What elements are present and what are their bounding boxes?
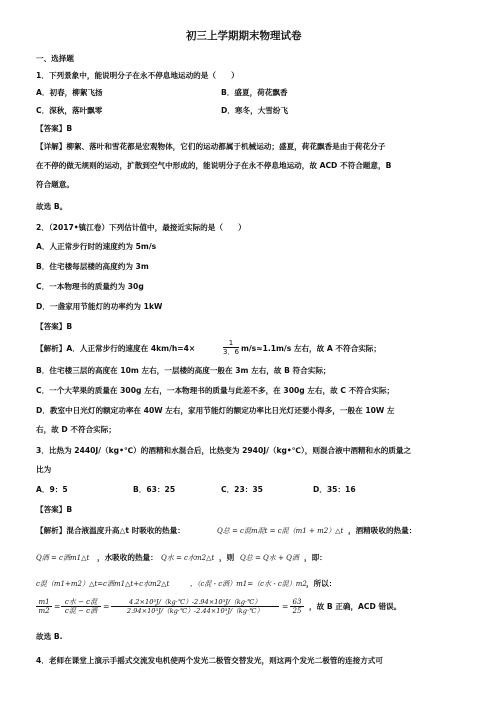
q2-option-a: A．人正常步行时的速度约为 5m/s — [36, 242, 157, 251]
q3-total-heat-formula: Q总 = c混m混t = c混（m1 + m2）△t — [217, 527, 344, 535]
q3-option-a: A．9：5 — [36, 485, 68, 494]
q2-analysis-b: B．住宅楼三层的高度在 10m 左右，一层楼的高度一般在 3m 左右，故 B 符合实际； — [36, 366, 331, 375]
q3-conclusion: ，故 B 正确，ACD 错误。 — [309, 602, 402, 611]
q1-detail-line3: 符合题意。 — [36, 180, 74, 189]
q3-choice: 故选 B. — [36, 632, 63, 641]
q2-analysis-c: C．一个大苹果的质量在 300g 左右，一本物理书的质量与此差不多，在 300g 左右，故 C 不符合实际； — [36, 386, 395, 395]
q2-analysis-a-prefix: 【解析】A．人正常步行的速度在 4km/h=4× — [36, 344, 196, 353]
fraction-numerator: 4.2×10³J/（kg·℃）-2.94×10³J/（kg·℃） — [129, 598, 261, 606]
q2-option-b: B．住宅楼每层楼的高度约为 3m — [36, 262, 149, 271]
q1-option-c: C．深秋，落叶飘零 — [36, 106, 103, 115]
q2-analysis-d-line1: D．教室中日光灯的额定功率在 40W 左右，家用节能灯的额定功率比日光灯还要小得多，一般在 10W 左 — [36, 406, 395, 415]
equals-sign: = — [54, 602, 61, 611]
q3-solution-line2-mid2: ，则 — [219, 553, 235, 562]
q2-speed-fraction — [223, 339, 239, 356]
q3-ratio-heat-capacity — [61, 598, 101, 615]
q3-solution-line3-suffix: ，所以： — [306, 579, 337, 588]
q3-stem-line1: 3．比热为 2440J/（kg•℃）的酒精和水混合后，比热变为 2940J/（kg•℃），则混合液中酒精和水的质量之 — [36, 446, 412, 455]
q3-heat-balance-formula: Q总 = Q水 + Q酒 — [240, 554, 299, 562]
fraction-denominator: 2.94×10³J/（kg·℃）-2.44×10³J/（kg·℃） — [111, 606, 279, 615]
q4-stem: 4．老师在课堂上演示手摇式交流发电机使两个发光二极管交替发光，则这两个发光二极管的连接方式可 — [36, 656, 383, 665]
q1-choice: 故选 B。 — [36, 202, 68, 211]
q1-stem: 1．下列景象中，能说明分子在永不停息地运动的是（ ） — [36, 71, 239, 80]
q2-answer: 【答案】B — [36, 322, 73, 331]
q1-option-a: A．初春，柳絮飞扬 — [36, 88, 103, 97]
fraction-denominator: 25 — [290, 606, 304, 615]
q2-option-d: D．一盏家用节能灯的功率约为 1kW — [36, 302, 163, 311]
q2-analysis-d-line2: 右，故 D 不符合实际； — [36, 425, 116, 434]
q1-option-d: D．寒冬，大雪纷飞 — [221, 106, 289, 115]
q3-solution-line1-prefix: 【解析】混合液温度升高△t 时吸收的热量： — [36, 526, 185, 535]
q3-solution-line1-suffix: ，酒精吸收的热量： — [348, 526, 417, 535]
q3-solution-line2-mid: ，水吸收的热量： — [97, 553, 158, 562]
q3-answer: 【答案】B — [36, 505, 73, 514]
q3-water-heat-formula: Q水 = c水m2△t — [161, 554, 215, 562]
q2-stem: 2．（2017•镇江卷）下列估计值中，最接近实际的是（ ） — [36, 223, 246, 232]
q1-detail-line1: 【详解】柳絮、落叶和雪花都是宏观物体，它们的运动都属于机械运动；盛夏，荷花飘香是由于荷花分子 — [36, 142, 386, 151]
q3-solution-line2-suffix: ，即： — [304, 553, 327, 562]
fraction-numerator: 1 — [228, 339, 234, 347]
fraction-denominator: 3．6 — [223, 348, 239, 356]
fraction-denominator: c混 − c酒 — [61, 606, 101, 615]
q3-ratio-values — [111, 598, 279, 615]
q1-answer: 【答案】B — [36, 124, 73, 133]
q3-expanded-formula: c混（m1+m2）△t=c酒m1△t+c水m2△t — [36, 580, 170, 588]
q3-ratio-mass — [36, 598, 52, 615]
q1-detail-line2: 在不停的做无规则的运动，扩散到空气中形成的，能说明分子在永不停息地运动，故 ACD 不符合题意，B — [36, 161, 392, 170]
q3-alcohol-heat-formula: Q酒 = c酒m1△t — [36, 554, 90, 562]
q2-analysis-a-suffix: m/s≈1.1m/s 左右，故 A 不符合实际； — [241, 344, 381, 353]
equals-sign: = — [103, 602, 110, 611]
q3-option-b: B．63：25 — [133, 485, 176, 494]
fraction-numerator: c水 − c混 — [64, 598, 98, 606]
q3-option-d: D．35：16 — [313, 485, 356, 494]
q3-option-c: C．23：35 — [221, 485, 263, 494]
q3-stem-line2: 比为 — [36, 465, 52, 474]
q1-option-b: B．盛夏，荷花飘香 — [221, 88, 288, 97]
equals-sign: = — [282, 602, 289, 611]
section-heading: 一、选择题 — [36, 54, 74, 63]
page-title: 初三上学期期末物理试卷 — [186, 30, 302, 42]
q3-ratio-result — [290, 598, 304, 615]
fraction-denominator: m2 — [36, 606, 52, 615]
q3-rearranged-formula: ，（c混 - c酒）m1=（c水 - c混）m2 — [190, 580, 307, 588]
fraction-numerator: m1 — [38, 598, 50, 606]
q2-option-c: C．一本物理书的质量约为 30g — [36, 282, 144, 291]
fraction-numerator: 63 — [292, 598, 302, 606]
